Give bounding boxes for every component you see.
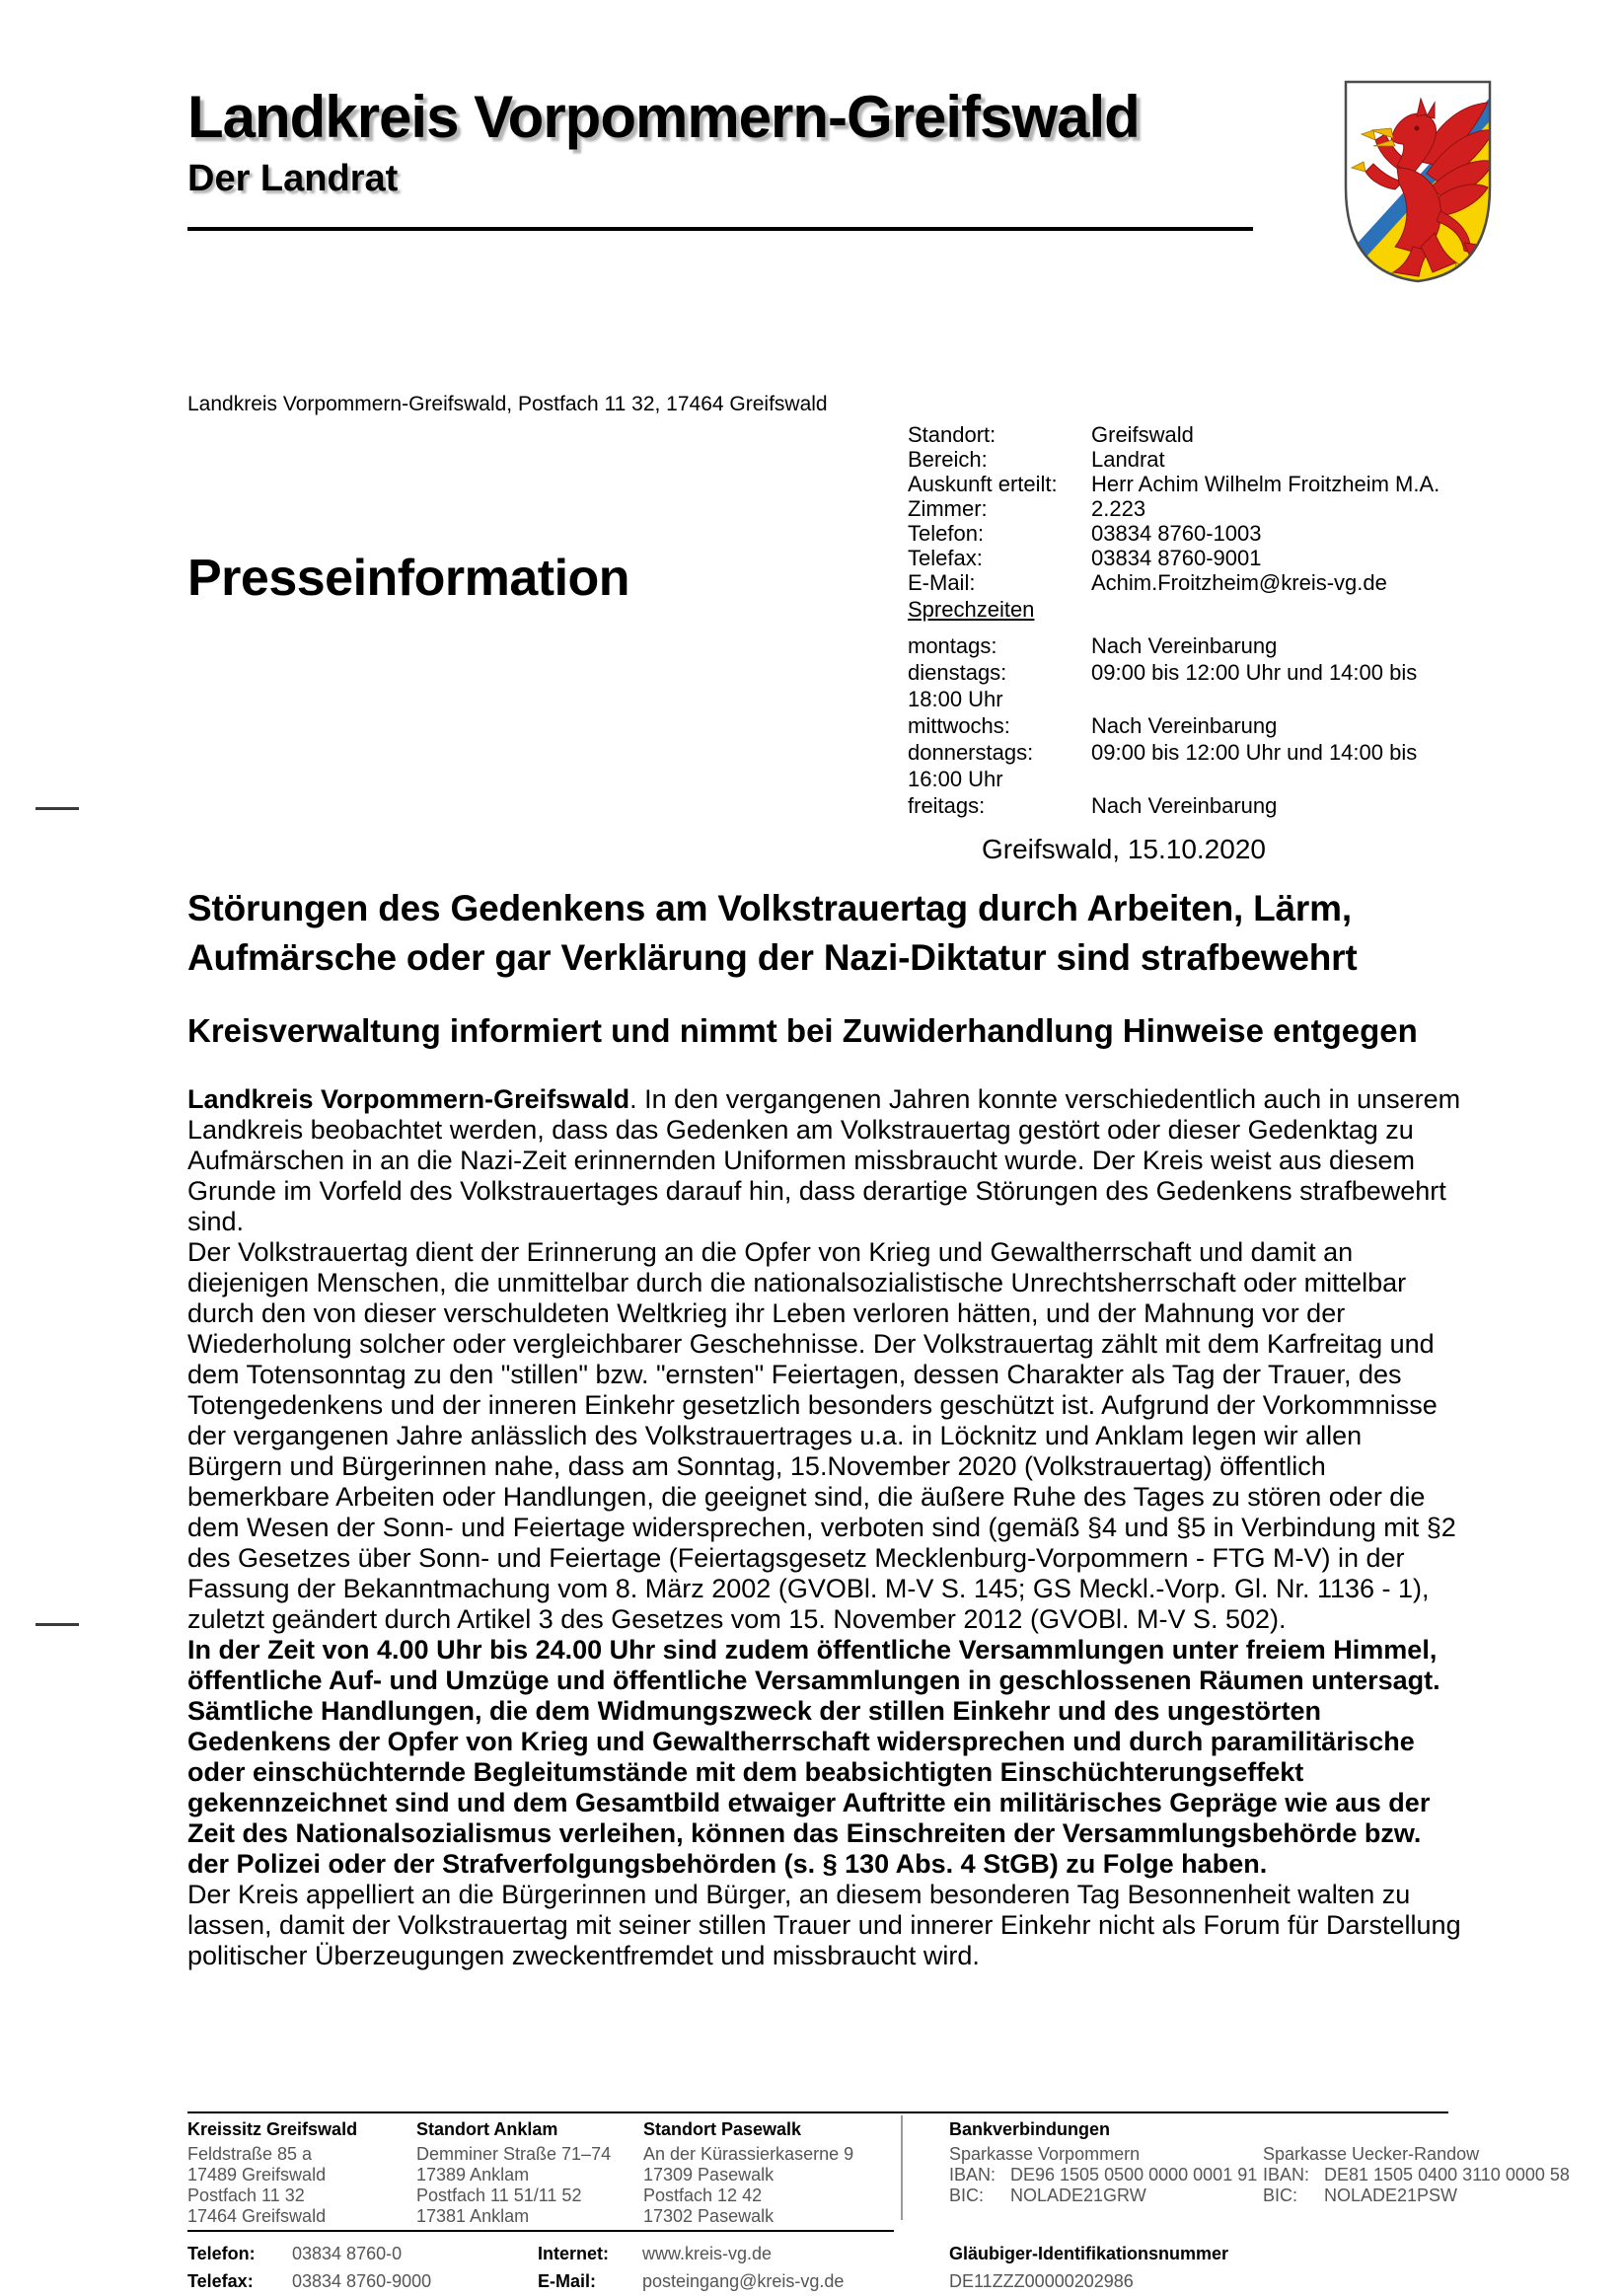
office-hours-row-value: 09:00 bis 12:00 Uhr und 14:00 bis [1091, 740, 1418, 765]
body-paragraph [187, 1880, 1462, 1971]
iban-label: IBAN: [1263, 2165, 1310, 2185]
headline: Störungen des Gedenkens am Volkstrauertag durch Arbeiten, Lärm, Aufmärsche oder gar Verklärung der Nazi-Diktatur sind strafbewehrt [187, 888, 1358, 978]
office-hours-row [908, 712, 1500, 739]
office-hours-row [908, 632, 1500, 659]
bold-run: Landkreis Vorpommern-Greifswald [187, 1084, 630, 1114]
body-paragraph [187, 1635, 1462, 1696]
fold-mark [36, 807, 79, 810]
fold-mark [36, 1623, 79, 1626]
iban-label: IBAN: [949, 2165, 997, 2185]
bank-accounts [949, 2144, 1577, 2206]
contact-row-label: E-Mail: [908, 570, 976, 595]
bic-row [1263, 2185, 1577, 2206]
footer-address-line: 17381 Anklam [416, 2206, 530, 2226]
iban-value: DE96 1505 0500 0000 0001 91 [1010, 2165, 1258, 2185]
contact-row-value: Achim.Froitzheim@kreis-vg.de [1091, 570, 1387, 595]
text-run: Der Volkstrauertag dient der Erinnerung an die Opfer von Krieg und Gewaltherrschaft und damit an diejenigen Menschen, die unmittelbar durch die nationalsozialistische Unrechtsherrschaft oder mittelbar durch den von dieser verschuldeten Weltkrieg ihr Leben verloren hätten, und der Mahnung vor der Wiederholung solcher oder vergleichbarer Geschehnisse. Der Volkstrauertag zählt mit dem Karfreitag und dem Totensonntag zu den "stillen" bzw. "ernsten" Feiertagen, dessen Charakter als Tag der Trauer, des Totengedenkens und der inneren Einkehr gesetzlich besonders geschützt ist. Aufgrund der Vorkommnisse der vergangenen Jahre anlässlich des Volkstrauertrages u.a. in Löcknitz und Anklam legen wir allen Bürgern und Bürgerinnen nahe, dass am Sonntag, 15.November 2020 (Volkstrauertag) öffentlich bemerkbare Arbeiten oder Handlungen, die geeignet sind, die äußere Ruhe des Tages zu stören oder die dem Wesen der Sonn- und Feiertage widersprechen, verboten sind (gemäß §4 und §5 in Verbindung mit §2 des Gesetzes über Sonn- und Feiertage (Feiertagsgesetz Mecklenburg-Vorpommern - FTG M-V) in der Fassung der Bekanntmachung vom 8. März 2002 (GVOBl. M-V S. 145; GS Meckl.-Vorp. Gl. Nr. 1136 - 1), zuletzt geändert durch Artikel 3 des Gesetzes vom 15. November 2012 (GVOBl. M-V S. 502). [187, 1237, 1456, 1634]
contact-row [908, 521, 1500, 546]
letterhead-subtitle: Der Landrat [187, 158, 399, 199]
footer-phone-row-label: Telefon: [187, 2244, 256, 2263]
office-hours-row-label: montags: [908, 633, 997, 658]
contact-row [908, 570, 1500, 595]
office-hours-row [908, 686, 1500, 712]
creditor-id-value: DE11ZZZ00000202986 [949, 2271, 1134, 2291]
office-hours-row-label: 16:00 Uhr [908, 767, 1003, 791]
footer-address-line: 17489 Greifswald [187, 2165, 327, 2185]
footer-online-row-label: E-Mail: [538, 2271, 597, 2291]
subheadline: Kreisverwaltung informiert und nimmt bei Zuwiderhandlung Hinweise entgegen [187, 1012, 1418, 1049]
footer-address-line: Demminer Straße 71–74 [416, 2144, 612, 2164]
contact-row-label: Telefax: [908, 546, 983, 570]
footer-address-column [416, 2119, 611, 2227]
office-hours-row-value: Nach Vereinbarung [1091, 633, 1278, 658]
iban-row [1263, 2165, 1577, 2185]
office-hours-row [908, 766, 1500, 792]
footer-address-line: 17302 Pasewalk [643, 2206, 775, 2226]
office-hours-row-value [1091, 686, 1500, 712]
footer-phone-row-value: 03834 8760-9000 [292, 2271, 432, 2291]
office-hours-row-label: dienstags: [908, 660, 1007, 685]
footer-address-line: Postfach 12 42 [643, 2185, 763, 2205]
text-run: Der Kreis appelliert an die Bürgerinnen und Bürger, an diesem besonderen Tag Besonnenheit walten zu lassen, damit der Volkstrauertag mit seiner stillen Trauer und innerer Einkehr nicht als Forum für Darstellung politischer Überzeugungen zweckentfremdet und missbraucht wird. [187, 1880, 1461, 1970]
body-paragraph [187, 1696, 1462, 1880]
office-hours-row [908, 659, 1500, 686]
footer-phone-rows [187, 2240, 431, 2295]
footer-address-line: Postfach 11 32 [187, 2185, 305, 2205]
contact-row [908, 447, 1500, 472]
contact-row-value: 03834 8760-9001 [1091, 546, 1262, 570]
footer-rule-bottom-left [187, 2230, 894, 2232]
body-paragraphs [187, 1084, 1462, 1971]
contact-row [908, 546, 1500, 570]
contact-row [908, 422, 1500, 447]
bank-title: Bankverbindungen [949, 2119, 1111, 2139]
contact-row-value: Landrat [1091, 447, 1165, 472]
contact-row-value: 03834 8760-1003 [1091, 521, 1262, 546]
bic-value: NOLADE21GRW [1010, 2185, 1146, 2205]
footer-address-column [643, 2119, 853, 2227]
letterhead-title: Landkreis Vorpommern-Greifswald [187, 84, 1140, 150]
footer-phone-row [187, 2240, 431, 2267]
creditor-id-title: Gläubiger-Identifikationsnummer [949, 2244, 1229, 2263]
office-hours-row [908, 792, 1500, 819]
bank-name: Sparkasse Uecker-Randow [1263, 2144, 1480, 2164]
contact-row-value: Herr Achim Wilhelm Froitzheim M.A. [1091, 472, 1440, 496]
iban-row [949, 2165, 1263, 2185]
contact-row-label: Zimmer: [908, 496, 988, 521]
office-hours-row-label: donnerstags: [908, 740, 1034, 765]
document-type-label: Presseinformation [187, 550, 630, 607]
footer-divider [901, 2115, 903, 2220]
bank-name: Sparkasse Vorpommern [949, 2144, 1141, 2164]
office-hours-row-label: freitags: [908, 793, 986, 818]
footer-address-line: 17464 Greifswald [187, 2206, 327, 2226]
contact-row-value: 2.223 [1091, 496, 1146, 521]
office-hours-title: Sprechzeiten [908, 597, 1035, 622]
bank-account [949, 2144, 1263, 2206]
footer-online-row-label: Internet: [538, 2244, 609, 2263]
bic-value: NOLADE21PSW [1324, 2185, 1458, 2205]
office-hours-row-value: Nach Vereinbarung [1091, 713, 1278, 738]
letterhead-rule [187, 227, 1253, 231]
footer-phone-row [187, 2267, 431, 2295]
footer-address-column [187, 2119, 357, 2227]
footer-phone-row-label: Telefax: [187, 2271, 254, 2291]
contact-rows [908, 422, 1500, 595]
body-paragraph [187, 1084, 1462, 1237]
bic-label: BIC: [949, 2185, 985, 2205]
bank-block [949, 2119, 1577, 2206]
footer-column-title: Standort Pasewalk [643, 2119, 802, 2139]
office-hours-row-value: 09:00 bis 12:00 Uhr und 14:00 bis [1091, 660, 1418, 685]
bold-run: In der Zeit von 4.00 Uhr bis 24.00 Uhr sind zudem öffentliche Versammlungen unter freiem Himmel, öffentliche Auf- und Umzüge und öffentliche Versammlungen in geschlossenen Räumen untersagt. [187, 1635, 1440, 1695]
office-hours-row-label: 18:00 Uhr [908, 687, 1003, 711]
footer-address-line: 17309 Pasewalk [643, 2165, 775, 2185]
footer-phone-row-value: 03834 8760-0 [292, 2244, 403, 2263]
text-run: . In den vergangenen Jahren konnte verschiedentlich auch in unserem Landkreis beobachtet werden, dass das Gedenken am Volkstrauertag gestört oder dieser Gedenktag zu Aufmärschen in an die Nazi-Zeit erinnernden Uniformen missbraucht wurde. Der Kreis weist aus diesem Grunde im Vorfeld des Volkstrauertages darauf hin, dass derartige Störungen des Gedenkens strafbewehrt sind. [187, 1084, 1461, 1236]
footer-online-rows [538, 2240, 844, 2295]
contact-row-label: Bereich: [908, 447, 988, 472]
sender-line: Landkreis Vorpommern-Greifswald, Postfach 11 32, 17464 Greifswald [187, 393, 828, 415]
office-hours-row [908, 739, 1500, 766]
coat-of-arms-icon [1338, 77, 1498, 286]
office-hours-block [908, 596, 1500, 819]
footer-address-line: Feldstraße 85 a [187, 2144, 313, 2164]
contact-row-label: Auskunft erteilt: [908, 472, 1058, 496]
footer-address-line: Postfach 11 51/11 52 [416, 2185, 582, 2205]
footer-online-row-value: www.kreis-vg.de [642, 2244, 773, 2263]
body-paragraph [187, 1237, 1462, 1635]
footer-online-row-value: posteingang@kreis-vg.de [642, 2271, 845, 2291]
bic-label: BIC: [1263, 2185, 1298, 2205]
contact-row-label: Telefon: [908, 521, 985, 546]
footer-rule-top [187, 2111, 1448, 2113]
iban-value: DE81 1505 0400 3110 0000 58 [1324, 2165, 1570, 2185]
office-hours-row-value: Nach Vereinbarung [1091, 793, 1278, 818]
dateline: Greifswald, 15.10.2020 [982, 834, 1266, 864]
footer-column-title: Kreissitz Greifswald [187, 2119, 358, 2139]
bank-account [1263, 2144, 1577, 2206]
creditor-id-block [949, 2240, 1228, 2295]
contact-row [908, 472, 1500, 496]
contact-row [908, 496, 1500, 521]
contact-row-label: Standort: [908, 422, 997, 447]
footer-online-row [538, 2240, 844, 2267]
footer-address-line: An der Kürassierkaserne 9 [643, 2144, 854, 2164]
bold-run: Sämtliche Handlungen, die dem Widmungszweck der stillen Einkehr und des ungestörten Gedenkens der Opfer von Krieg und Gewaltherrschaft widersprechen und durch paramilitärische oder einschüchternde Begleitumstände mit dem beabsichtigten Einschüchterungseffekt gekennzeichnet sind und dem Gesamtbild etwaiger Auftritte ein militärisches Gepräge wie aus der Zeit des Nationalsozialismus verleihen, können das Einschreiten der Versammlungsbehörde bzw. der Polizei oder der Strafverfolgungsbehörden (s. § 130 Abs. 4 StGB) zu Folge haben. [187, 1696, 1431, 1879]
office-hours-row-label: mittwochs: [908, 713, 1010, 738]
footer-column-title: Standort Anklam [416, 2119, 558, 2139]
contact-row-value: Greifswald [1091, 422, 1194, 447]
office-hours-rows [908, 632, 1500, 819]
bic-row [949, 2185, 1263, 2206]
footer-address-line: 17389 Anklam [416, 2165, 530, 2185]
footer-online-row [538, 2267, 844, 2295]
office-hours-row-value [1091, 766, 1500, 792]
